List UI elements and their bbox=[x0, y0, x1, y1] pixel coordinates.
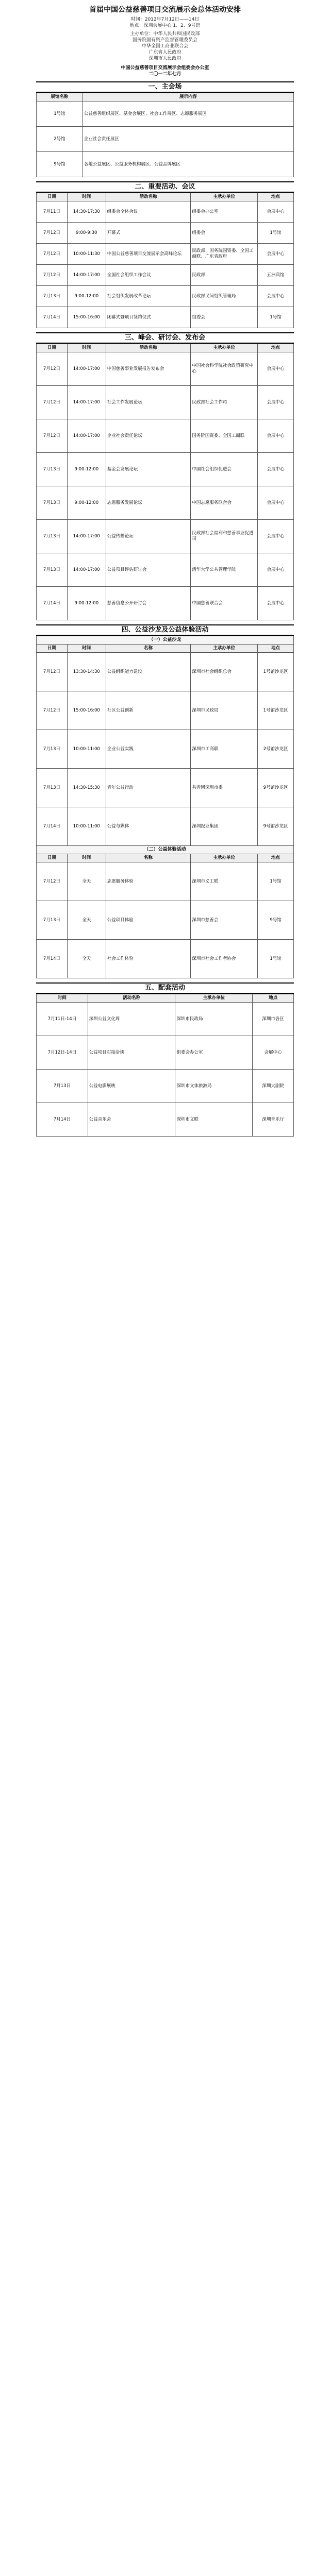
table-cell: 清华大学公共管理学院 bbox=[191, 553, 258, 587]
table-row bbox=[37, 265, 294, 286]
table-cell: 全国社会组织工作会议 bbox=[106, 265, 191, 286]
table-cell: 企业社会责任展区 bbox=[82, 127, 293, 152]
table-cell: 会展中心 bbox=[258, 553, 294, 587]
table-cell: 2号馆沙龙区 bbox=[258, 730, 294, 769]
table-cell: 企业公益实践 bbox=[106, 730, 191, 769]
table-cell: 会展中心 bbox=[258, 419, 294, 453]
table-cell: 公益项目评估研讨会 bbox=[106, 553, 191, 587]
table-cell: 公益慈善组织展区、基金会展区、社会工作展区、志愿服务展区 bbox=[82, 101, 293, 127]
forums-table bbox=[36, 344, 294, 620]
table-cell: 7月14日 bbox=[37, 807, 68, 846]
table-cell: 中国志愿服务联合会 bbox=[191, 486, 258, 520]
table-cell: 共青团深圳市委 bbox=[191, 769, 258, 807]
table-cell: 7月13日 bbox=[37, 486, 68, 520]
table-cell: 公益与媒体 bbox=[106, 807, 191, 846]
table-row bbox=[37, 587, 294, 620]
table-row bbox=[37, 101, 294, 127]
table-cell: 会展中心 bbox=[258, 587, 294, 620]
table-cell: 1号馆 bbox=[258, 307, 294, 328]
table-row bbox=[37, 453, 294, 486]
table-cell: 公益电影展映 bbox=[88, 1070, 175, 1103]
table-cell: 组委会全体会议 bbox=[106, 201, 191, 223]
table-cell: 民政部 bbox=[191, 265, 258, 286]
table-cell: 公益传播论坛 bbox=[106, 520, 191, 553]
table-header: 主承办单位 bbox=[191, 645, 258, 653]
section-heading: 二、重要活动、会议 bbox=[36, 181, 294, 193]
table-cell: 全天 bbox=[67, 940, 106, 978]
table-cell: 10:00-11:00 bbox=[67, 730, 106, 769]
table-header: 日期 bbox=[37, 854, 68, 862]
table-cell: 7月12日 bbox=[37, 653, 68, 691]
table-cell: 15:00-16:00 bbox=[67, 307, 106, 328]
table-cell: 基金会发展论坛 bbox=[106, 453, 191, 486]
table-cell: 组委会办公室 bbox=[175, 1036, 253, 1070]
table-cell: 9号馆沙龙区 bbox=[258, 807, 294, 846]
table-header: 时间 bbox=[67, 645, 106, 653]
table-cell: 社会工作发展论坛 bbox=[106, 386, 191, 419]
host-line: 中华全国工商业联合会 bbox=[141, 44, 188, 49]
table-cell: 1号馆沙龙区 bbox=[258, 653, 294, 691]
table-cell: 7月12日 bbox=[37, 352, 68, 386]
table-cell: 14:00-17:00 bbox=[67, 553, 106, 587]
table-cell: 9:00-12:00 bbox=[67, 286, 106, 307]
table-row bbox=[37, 1003, 294, 1036]
table-cell: 14:00-17:00 bbox=[67, 520, 106, 553]
table-header: 时间 bbox=[67, 344, 106, 352]
salon-table bbox=[36, 636, 294, 978]
table-cell: 7月11日-14日 bbox=[37, 1003, 88, 1036]
subsection-heading: （二）公益体验活动 bbox=[37, 846, 294, 854]
table-cell: 会展中心 bbox=[258, 286, 294, 307]
table-header: 活动名称 bbox=[106, 344, 191, 352]
table-cell: 7月12日-14日 bbox=[37, 1036, 88, 1070]
host-line: 主办单位：中华人民共和国民政部 bbox=[130, 31, 200, 37]
table-cell: 五洲宾馆 bbox=[258, 265, 294, 286]
table-cell: 深圳公益文化周 bbox=[88, 1003, 175, 1036]
table-row bbox=[37, 653, 294, 691]
table-cell: 7月12日 bbox=[37, 862, 68, 901]
table-cell: 深圳市社会工作者协会 bbox=[191, 940, 258, 978]
table-cell: 14:00-17:00 bbox=[67, 352, 106, 386]
table-cell: 深圳音乐厅 bbox=[253, 1103, 294, 1137]
table-cell: 1号馆 bbox=[258, 940, 294, 978]
table-row bbox=[37, 419, 294, 453]
events-table bbox=[36, 193, 294, 328]
table-cell: 7月13日 bbox=[37, 769, 68, 807]
table-row bbox=[37, 152, 294, 177]
table-cell: 1号馆沙龙区 bbox=[258, 691, 294, 730]
table-row bbox=[37, 1036, 294, 1070]
table-cell: 社会组织发展改革论坛 bbox=[106, 286, 191, 307]
table-cell: 1号馆 bbox=[258, 862, 294, 901]
table-cell: 深圳大剧院 bbox=[253, 1070, 294, 1103]
table-cell: 7月11日 bbox=[37, 201, 68, 223]
table-cell: 7月12日 bbox=[37, 223, 68, 244]
table-cell: 全天 bbox=[67, 901, 106, 940]
table-cell: 7月14日 bbox=[37, 587, 68, 620]
table-row bbox=[37, 730, 294, 769]
table-header: 主承办单位 bbox=[191, 344, 258, 352]
table-header: 名称 bbox=[106, 854, 191, 862]
table-cell: 9号馆 bbox=[37, 152, 83, 177]
document-page bbox=[36, 0, 294, 2576]
table-cell: 会展中心 bbox=[258, 520, 294, 553]
table-cell: 深圳市各区 bbox=[253, 1003, 294, 1036]
table-cell: 7月13日 bbox=[37, 553, 68, 587]
table-header: 地点 bbox=[258, 344, 294, 352]
table-header: 活动名称 bbox=[106, 193, 191, 201]
table-cell: 社会工作体验 bbox=[106, 940, 191, 978]
meta-block bbox=[36, 16, 294, 29]
table-cell: 会展中心 bbox=[258, 453, 294, 486]
table-header: 活动名称 bbox=[88, 994, 175, 1003]
meta-line: 地点：深圳会展中心 1、2、9号馆 bbox=[129, 23, 201, 28]
table-header: 主承办单位 bbox=[191, 193, 258, 201]
meta-line: 时间：2012年7月12日——14日 bbox=[130, 17, 200, 22]
table-cell: 企业社会责任论坛 bbox=[106, 419, 191, 453]
table-cell: 中国慈善事业发展报告发布会 bbox=[106, 352, 191, 386]
table-row bbox=[37, 940, 294, 978]
table-cell: 民政部民间组织管理局 bbox=[191, 286, 258, 307]
table-cell: 公益项目对接洽谈 bbox=[88, 1036, 175, 1070]
table-row bbox=[37, 691, 294, 730]
table-cell: 公益组织能力建设 bbox=[106, 653, 191, 691]
table-cell: 公益项目体验 bbox=[106, 901, 191, 940]
subsection-heading: （一）公益沙龙 bbox=[37, 636, 294, 645]
table-header: 日期 bbox=[37, 193, 68, 201]
table-cell: 7月13日 bbox=[37, 730, 68, 769]
section-heading: 五、配套活动 bbox=[36, 982, 294, 994]
host-line: 广东省人民政府 bbox=[148, 50, 182, 55]
table-cell: 14:00-17:00 bbox=[67, 386, 106, 419]
table-cell: 7月13日 bbox=[37, 286, 68, 307]
table-cell: 志愿服务体验 bbox=[106, 862, 191, 901]
table-cell: 9:00-12:00 bbox=[67, 453, 106, 486]
table-cell: 组委会办公室 bbox=[191, 201, 258, 223]
table-cell: 会展中心 bbox=[258, 201, 294, 223]
table-cell: 7月13日 bbox=[37, 901, 68, 940]
table-cell: 9号馆 bbox=[258, 901, 294, 940]
section-heading: 一、主会场 bbox=[36, 81, 294, 93]
table-cell: 中国社会组织促进会 bbox=[191, 453, 258, 486]
table-cell: 志愿服务发展论坛 bbox=[106, 486, 191, 520]
table-cell: 14:00-17:00 bbox=[67, 265, 106, 286]
table-cell: 7月13日 bbox=[37, 520, 68, 553]
table-cell: 9:00-9:30 bbox=[67, 223, 106, 244]
table-cell: 组委会 bbox=[191, 307, 258, 328]
table-row bbox=[37, 553, 294, 587]
table-header: 时间 bbox=[67, 193, 106, 201]
table-cell: 9号馆沙龙区 bbox=[258, 769, 294, 807]
table-header: 展馆名称 bbox=[37, 93, 83, 101]
table-row bbox=[37, 520, 294, 553]
table-header: 名称 bbox=[106, 645, 191, 653]
table-row bbox=[37, 486, 294, 520]
table-header: 时间 bbox=[67, 854, 106, 862]
table-cell: 深圳市文联 bbox=[175, 1103, 253, 1137]
table-cell: 7月12日 bbox=[37, 419, 68, 453]
supporting-events-table bbox=[36, 994, 294, 1137]
table-cell: 会展中心 bbox=[253, 1036, 294, 1070]
table-cell: 10:00-11:30 bbox=[67, 244, 106, 265]
table-row bbox=[37, 307, 294, 328]
table-row bbox=[37, 352, 294, 386]
table-cell: 民政部、国务院国资委、全国工商联、广东省政府 bbox=[191, 244, 258, 265]
section-heading: 三、峰会、研讨会、发布会 bbox=[36, 332, 294, 344]
table-cell: 14:30-17:30 bbox=[67, 201, 106, 223]
table-row bbox=[37, 1070, 294, 1103]
table-header: 主承办单位 bbox=[175, 994, 253, 1003]
table-cell: 9:00-12:00 bbox=[67, 486, 106, 520]
table-row bbox=[37, 223, 294, 244]
table-cell: 深圳市民政局 bbox=[191, 691, 258, 730]
table-cell: 组委会 bbox=[191, 223, 258, 244]
table-cell: 国务院国资委、全国工商联 bbox=[191, 419, 258, 453]
organizer-line: 中国公益慈善项目交流展示会组委会办公室 二〇一二年七月 bbox=[121, 65, 209, 77]
table-cell: 全天 bbox=[67, 862, 106, 901]
table-cell: 中国社会科学院社会政策研究中心 bbox=[191, 352, 258, 386]
table-cell: 14:30-15:30 bbox=[67, 769, 106, 807]
table-row bbox=[37, 769, 294, 807]
table-header: 地点 bbox=[258, 193, 294, 201]
table-cell: 1号馆 bbox=[37, 101, 83, 127]
table-row bbox=[37, 127, 294, 152]
table-cell: 7月13日 bbox=[37, 1070, 88, 1103]
table-header: 地点 bbox=[258, 645, 294, 653]
table-row bbox=[37, 386, 294, 419]
table-cell: 7月13日 bbox=[37, 453, 68, 486]
table-cell: 2号馆 bbox=[37, 127, 83, 152]
table-header: 日期 bbox=[37, 645, 68, 653]
table-cell: 7月12日 bbox=[37, 244, 68, 265]
table-cell: 1号馆 bbox=[258, 223, 294, 244]
table-header: 地点 bbox=[253, 994, 294, 1003]
table-cell: 慈善信息公开研讨会 bbox=[106, 587, 191, 620]
table-cell: 7月12日 bbox=[37, 265, 68, 286]
table-cell: 13:30-14:30 bbox=[67, 653, 106, 691]
venue-table bbox=[36, 93, 294, 177]
table-cell: 7月14日 bbox=[37, 1103, 88, 1137]
table-header: 地点 bbox=[258, 854, 294, 862]
table-cell: 深圳报业集团 bbox=[191, 807, 258, 846]
table-cell: 深圳市文体旅游局 bbox=[175, 1070, 253, 1103]
host-block bbox=[36, 31, 294, 62]
table-cell: 深圳市社会组织总会 bbox=[191, 653, 258, 691]
section-heading: 四、公益沙龙及公益体验活动 bbox=[36, 624, 294, 636]
table-cell: 7月12日 bbox=[37, 386, 68, 419]
table-cell: 各地公益展区、公益服务机构展区、公益品牌展区 bbox=[82, 152, 293, 177]
table-row bbox=[37, 862, 294, 901]
table-cell: 会展中心 bbox=[258, 244, 294, 265]
table-cell: 民政部社会工作司 bbox=[191, 386, 258, 419]
table-cell: 公益音乐会 bbox=[88, 1103, 175, 1137]
host-line: 国务院国有资产监督管理委员会 bbox=[132, 38, 197, 43]
table-cell: 中国公益慈善项目交流展示会高峰论坛 bbox=[106, 244, 191, 265]
table-row bbox=[37, 244, 294, 265]
table-cell: 开幕式 bbox=[106, 223, 191, 244]
table-cell: 深圳市民政局 bbox=[175, 1003, 253, 1036]
table-header: 日期 bbox=[37, 344, 68, 352]
table-cell: 14:00-17:00 bbox=[67, 419, 106, 453]
table-header: 展示内容 bbox=[82, 93, 293, 101]
table-cell: 深圳市义工联 bbox=[191, 862, 258, 901]
page-title: 首届中国公益慈善项目交流展示会总体活动安排 bbox=[89, 6, 241, 14]
table-cell: 深圳市工商联 bbox=[191, 730, 258, 769]
table-cell: 会展中心 bbox=[258, 352, 294, 386]
table-cell: 10:00-11:00 bbox=[67, 807, 106, 846]
table-cell: 7月14日 bbox=[37, 307, 68, 328]
table-cell: 青年公益行动 bbox=[106, 769, 191, 807]
table-cell: 会展中心 bbox=[258, 486, 294, 520]
table-header: 主承办单位 bbox=[191, 854, 258, 862]
table-cell: 闭幕式暨项目签约仪式 bbox=[106, 307, 191, 328]
table-row bbox=[37, 901, 294, 940]
table-row bbox=[37, 201, 294, 223]
table-cell: 民政部社会福利和慈善事业促进司 bbox=[191, 520, 258, 553]
table-row bbox=[37, 807, 294, 846]
table-cell: 深圳市慈善会 bbox=[191, 901, 258, 940]
table-cell: 7月14日 bbox=[37, 940, 68, 978]
host-line: 深圳市人民政府 bbox=[148, 56, 182, 61]
table-cell: 7月12日 bbox=[37, 691, 68, 730]
table-cell: 中国慈善联合会 bbox=[191, 587, 258, 620]
table-cell: 会展中心 bbox=[258, 386, 294, 419]
table-row bbox=[37, 286, 294, 307]
table-row bbox=[37, 1103, 294, 1137]
table-cell: 社区公益创新 bbox=[106, 691, 191, 730]
table-cell: 9:00-12:00 bbox=[67, 587, 106, 620]
table-cell: 15:00-16:00 bbox=[67, 691, 106, 730]
table-header: 时间 bbox=[37, 994, 88, 1003]
